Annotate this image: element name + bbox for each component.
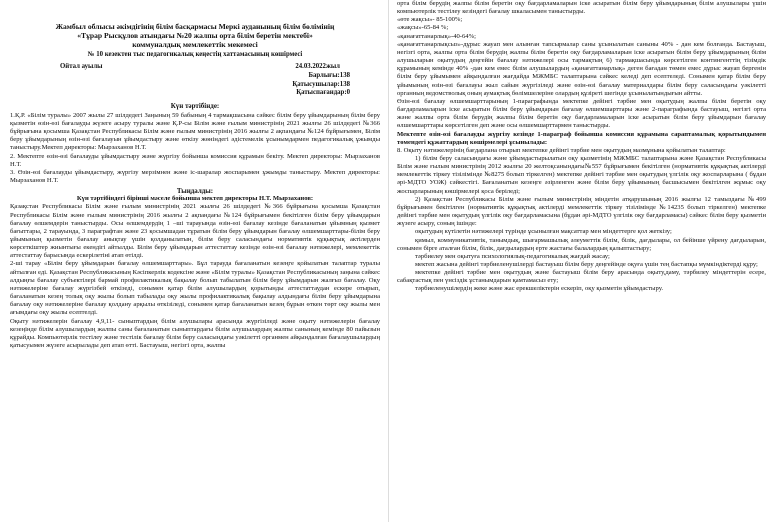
header-line-2: «Тұрар Рысқұлов атындағы №20 жалпы орта білім беретін мектебі» (77, 31, 313, 40)
scale-item: «өте жақсы»- 85-100%; (397, 16, 463, 24)
agenda-item: 1.Қ.Р. «Білім туралы» 2007 жылы 27 шілдедегі Заңының 59 бабының 4 тармақшасына сәйкес білім беру ұйымдарының білім беру қызметін өзін-өзі бағалауды жүзеге асыру туралы және Қ.Р-сы Білім және ғылым министрінің 2021 жылғы 26 шілдедегі №366 бұйрығына қосымша Қазақстан Республикасы Білім және ғылым министрінің 2016 жылғы 2 ақпандағы №124 бұйрығымен, Білім беру ұйымдарының өзін-өзі бағалауын ұйымдастыру және өткізу жөніндегі әдістемелік ұсынымдармен педагогикалық ұжымды таныстыру.Мектеп директоры: Мырзаханов Н.Т. (10, 111, 380, 152)
body-paragraph: Оқыту нәтижелерін бағалау 4,9,11- сыныптардың білім алушылары арасында жүргізіледі және оқыту нәтижелерін бағалау кезеңінде білім алушылардың жалпы саны бағаланатын сыныптардағы білім алушылардың жалпы санының кемінде 80 пайызын құрайды. Компьютерлік тестілеу және тестілік бағалау білім беру саласындағы уәкілетті органмен айқындалған бағалаушылардың қатысуымен жүзеге асырылады деп атап өтті. Бастауыш, негізгі орта, жалпы (10, 317, 380, 349)
body-paragraph: Қазақстан Республикасы Білім және ғылым министрінің 2021 жылғы 26 шілдедегі №366 бұйрығына қосымша Қазақстан Республикасы Білім және ғылым министрінің 2016 жылғы 2 ақпандағы №124 бұйрығымен бекітілген білім беру ұйымдарын бағалау өлшемдерін таныстырды. Осы өлшемдердің 1 –ші тарауында өзін-өзі бағалау кезінде бағаланатын ұйымның қызмет бағыттары, 2 тарауында, 3 параграфтан және 23 қосымшадан тұратын білім беру ұйымдарын бағалау өлшемшарттары-білім беру ұйымының қызметін бағалау анықтау үшін қолданылатын, білім беру саласындағы нормативтік құқықтық актілерден көрсеткіштер жиынтығы екендігі айтылды. Білім беру ұйымдарын аттестаттау кезінде өзін-өзі бағалау нәтижелері, мемлекеттік аттестаттау барысында ескерілетіні атап өтілді. (10, 203, 380, 260)
date: 24.03.2022жыл (295, 63, 340, 70)
list-item: тәрбиелеу мен оқытуға психологиялық-педагогикалық жағдай жасау; (415, 252, 610, 260)
header-line-3: коммуналдық мемлекеттік мекемесі (132, 40, 258, 49)
heard-lead: Күн тәртібіндегі бірінші мәселе бойынша мектеп директоры Н.Т. Мырзаханов: (76, 195, 314, 203)
agenda-item: 2. Мектепте өзін-өзі бағалауды ұйымдастыру және жүргізу бойынша комиссия құрамын бекіту. Мектеп директоры: Мырзаханов Н.Т. (10, 152, 380, 168)
list-item: 1) білім беру саласындағы және ұйымдастырылатын оқу қызметінің МЖМБС талаптарына және Қазақстан Республикасы Білім және ғылым министрінің 2012 жылғы 20 желтоқсанындағы№557 бұйрығымен бекітілген (нормативтік құқықтық актілерді мемлекеттік тіркеу тізілімінде №8275 болып тіркелген) мектепке дейінгі тәрбие мен оқытудың үлгілік оқу жоспарларына ( бұдан әрі-МДТО УОЖ) сәйкестігі. Бағаланатын кезеңге әзірленген және білім беру ұйымының басшысымен бекітілген жұмыс оқу жоспарларының көшірмелері қоса беріледі; (397, 154, 766, 195)
body-paragraph: Өзін-өзі бағалау өлшемшарттарының 1-параграфында мектепке дейінгі тәрбие мен оқытудың жалпы білім беретін оқу бағдарламаларын іске асыратын білім беру ұйымдарын бағалау өлшемшарттары және 2-параграфында бастауыш, негізгі орта және жалпы орта білім берудің жалпы білім беретін оқу бағдарламаларын іске асыратын білім беру ұйымдарын бағалау өлшемшарттары көрсетілген деп және осы өлшемшарттармен таныстырды. (397, 97, 766, 130)
list-item: мектепке дейінгі тәрбие мен оқытудың және бастауыш білім беру арасында оқыту,даму, тәрбилеу міндеттерін есере, сабақтастық пен үнсіздік ұстанымдарын қамтамасыз ету; (397, 269, 766, 285)
list-item: тәрбиеленушілердің жеке және жас ерекшеліктерін ескеріп, оқу қызметін ұйымдастыру. (415, 285, 663, 293)
count-absent: Қатыспағандар:0 (296, 89, 350, 97)
header-line-4: № 10 кезектен тыс педагогикалық кеңестің хаттамасының көшірмесі (87, 51, 303, 58)
attendance-counts (10, 72, 380, 98)
scale-item: «қанағаттанарлық»-40-64%; (397, 32, 476, 40)
section-heading: Мектепте өзін-өзі бағалауды жүргізу кезінде 1-параграф бойынша комиссия құрамына сараптамалық қорытындымен төмендегі құжаттардың көшірмелері ұсынылады: (397, 130, 766, 146)
list-item: 2) Қазақстан Республикасы Білім және ғылым министрінің міндетін атқарушының 2016 жылғы 12 тамыздағы №499 бұйрығымен бекітілген (нормативтік құқықтық актілерді мемлекеттік тіркеу тізілімінде №14235 болып тіркелген) мектепке дейінгі тәрбие мен оқытудың үлгілік оқу бағдарламасына (бұдан әрі-МДТО үлгілік оқу бағдарламасы) сәйкес білім беру қызметін жүзеге асыру, соның ішінде: (397, 195, 766, 228)
place: Ойтал ауылы (60, 63, 103, 70)
header-line-1: Жамбыл облысы әкімдігінің білім басқармасы Меркі ауданының білім бөлімінің (55, 22, 335, 31)
place-date-row (10, 63, 380, 70)
list-item: 8. Оқыту нәтижелерінің бағдарлана отырып мектепке дейінгі тәрбие мен оқытудың мазмұнына қойылатын талаптар: (397, 146, 726, 154)
heard-title: Тыңдалды: (176, 187, 214, 196)
body-paragraph: 2-ші тарау «Білім беру ұйымдарын бағалау өлшемшарттары». Бұл тарауда бағаланатын кезеңге қойылатын талаптар туралы айтылған еді. Қазақстан Республикасының Кәсіпкерлік кодексіне және «Білім туралы» Қазақстан Республикасының заңына сәйкес алдыңғы бағалау субъектілері бармай профилактикалық бақылау болып табылатын білім беру ұйымдарын жалғыз бағалау. Оқу нәтижелеріне бағалау жүргізбей өткізеді, сонымен қатар білім алушылардың қорытынды аттестаттаудан ескере отырып, бағаланатын кезең толық оқу жылы болып табылады оқу жылы профилактикалық бақылау алдындағы білім беру ұйымдарына бағалау оқу нәтижелеріне бағалау қолдану арқылы өткізіледі, сонымен қатар бағаланатын кезең бұрын өткен төрт оқу жылы мен ағымдағы оқу жылы есептелді. (10, 260, 380, 317)
count-total: Барлығы:138 (308, 72, 350, 79)
right-page (388, 0, 776, 522)
list-item: мектеп жасына дейінгі тәрбиеленушілерді бастауыш білім беру деңгейінде оқуға үшін тең бастапқы мүмкіндіктерді құру; (415, 261, 758, 268)
list-item: қимыл, коммуникативтік, танымдық, шығармашылық әлеуметтік білім, білік, дағдылары, ол бейінше үйрену дағдыларын, сонымен бірге аталған білім, білік, дағдылардың ерте жастағы балалардың қалыптастыру; (397, 236, 766, 252)
list-item: оқытудың күтілетін нәтижелері түрінде ұсынылған мақсаттар мен міндеттерге қол жеткізу; (415, 228, 672, 236)
agenda-title: Күн тәртібінде: (170, 101, 220, 110)
body-paragraph: «қанағаттанарлықсыз»-дұрыс жауап мен алынған тапсырмалар саны ұсынылатын саныны 40% - дан кем болғанда. Бастауыш, негізгі орта, жалпы орта білім берудің жалпы білім беретін оқу бағдарламаларын іске асыратын білім беру ұйымдарының білім алушыларын оқытудың деңгейін бағалау нәтижелері осы тармақтың 6) тармақшасында көрсетілген контингенттің тізімдік құрамының кемінде 40% -дан кем емес білім алушылардың «қанағаттанарлық» деген бағадан төмен емес дұрыс жауап бергенін білім беру ұйымымен айқындалған жағдайда МЖМБС талаптарына сәйкес келеді деп есептеледі. Сонымен қатар білім беру ұйымының өзін-өзі бағалауы жыл сайын жүргізіледі және өзін-өзі бағалау материалдары білім беру саласындағы уәкілетті органның ведомстволық оның аумақтық бөлімшелеріне олардың құзіреті шегінде ұсынылатындығын айтты. (397, 40, 766, 97)
agenda-item: 3. Өзін-өзі бағалауды ұйымдастыру, жүргізу мерзімнен және іс-шаралар жоспарымен ұжымды таныстыру. Мектеп директоры: Мырзаханов Н.Т. (10, 168, 380, 185)
body-paragraph: орта білім берудің жалпы білім беретін оқу бағдарламаларын іске асыратын білім беру ұйымдарының білім алушылары үшін компьютерлік тестілеу кезіндегі бағалау шкаласымен таныстырды. (397, 0, 766, 16)
scale-item: «жақсы»-65-84 %; (397, 24, 449, 32)
count-present: Қатысушылар:138 (292, 80, 350, 88)
